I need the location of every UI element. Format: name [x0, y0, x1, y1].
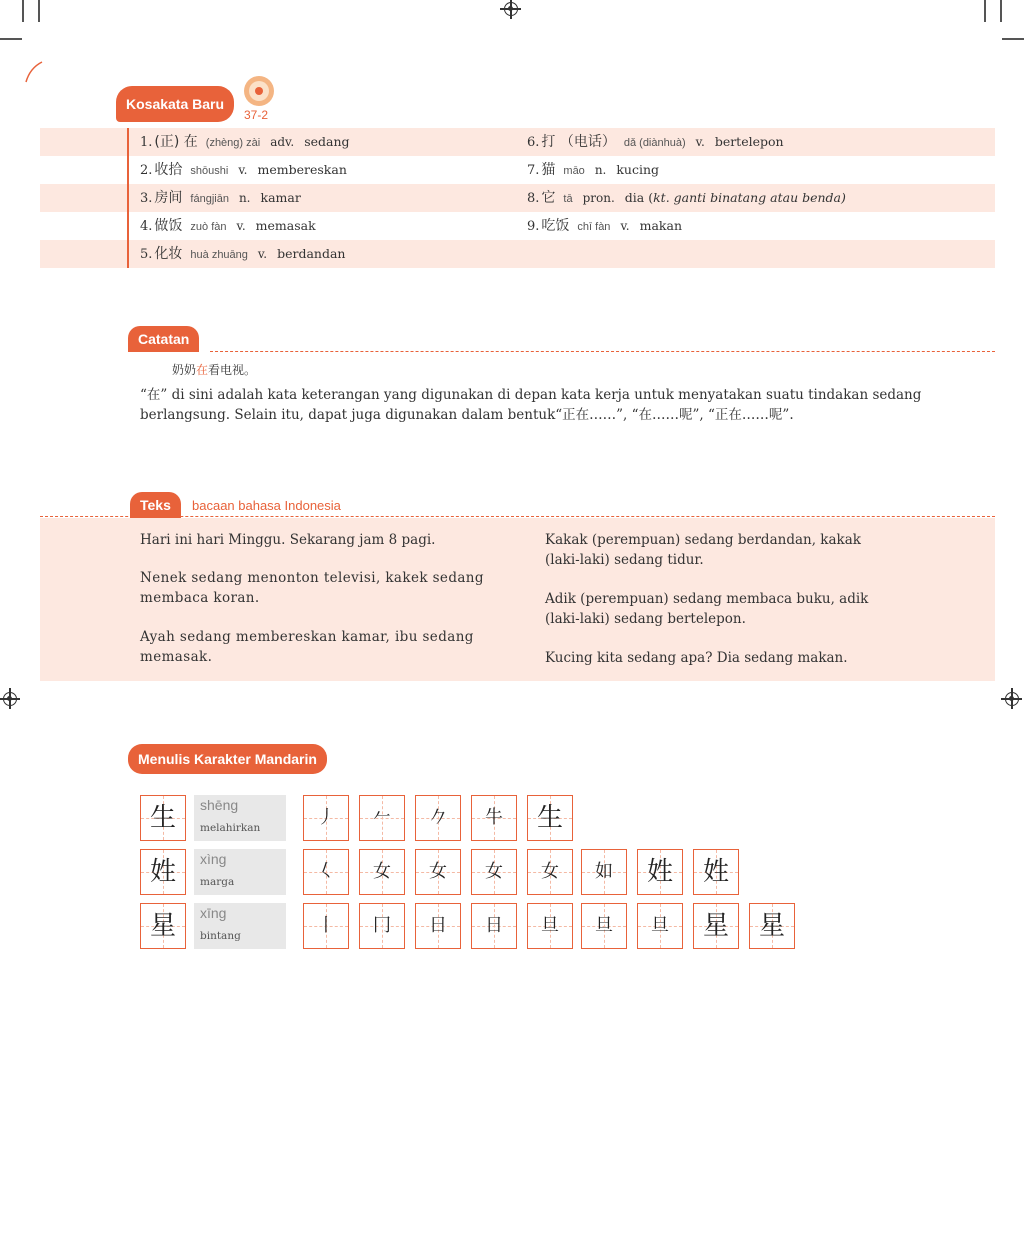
stroke-cell: 星 [749, 903, 795, 949]
audio-disc-icon [242, 74, 276, 108]
stroke-cell: 星 [693, 903, 739, 949]
stroke-cell: 如 [581, 849, 627, 895]
vocab-item: 1. (正) 在 (zhèng) zài adv. sedang [140, 134, 350, 150]
stroke-cell: 𠂉 [359, 795, 405, 841]
vocab-item: 3. 房间 fángjiān n. kamar [140, 190, 301, 206]
stroke-cell: 女 [359, 849, 405, 895]
vocab-item: 5. 化妆 huà zhuāng v. berdandan [140, 246, 346, 262]
teks-paragraph: Nenek sedang menonton televisi, kakek sedang membaca koran. [140, 570, 484, 606]
section-tab-kosakata: Kosakata Baru [116, 86, 234, 122]
stroke-cell: 旦 [637, 903, 683, 949]
section-tab-teks: Teks [130, 492, 181, 518]
crop-mark [0, 38, 22, 40]
section-tab-catatan: Catatan [128, 326, 199, 352]
catatan-example: 奶奶在看电视。 [172, 363, 257, 377]
stroke-cell: 生 [527, 795, 573, 841]
character-cell: 星 [140, 903, 186, 949]
stroke-cell: 旦 [527, 903, 573, 949]
vocab-item: 2. 收拾 shōushi v. membereskan [140, 162, 347, 178]
character-cell: 生 [140, 795, 186, 841]
stroke-cell: 𡿨 [303, 849, 349, 895]
corner-decoration [24, 60, 44, 84]
stroke-cell: 旦 [581, 903, 627, 949]
catatan-line-2: berlangsung. Selain itu, dapat juga digunakan dalam bentuk“正在……”, “在……呢”, “正在……呢”. [140, 407, 794, 423]
registration-mark-icon [504, 2, 518, 16]
teks-sublabel: bacaan bahasa Indonesia [192, 498, 341, 513]
crop-mark [1000, 0, 1002, 22]
section-tab-menulis: Menulis Karakter Mandarin [128, 744, 327, 774]
stroke-cell: 丨 [303, 903, 349, 949]
stroke-cell: 女 [471, 849, 517, 895]
vocab-item: 8. 它 tā pron. dia (kt. ganti binatang atau benda) [527, 190, 846, 206]
stroke-cell: 姓 [637, 849, 683, 895]
character-cell: 姓 [140, 849, 186, 895]
stroke-cell: 日 [415, 903, 461, 949]
registration-mark-icon [3, 692, 17, 706]
section-divider [210, 351, 995, 352]
vocab-item: 9. 吃饭 chī fàn v. makan [527, 218, 682, 234]
character-label: shēng melahirkan [194, 795, 286, 841]
stroke-cell: 冂 [359, 903, 405, 949]
crop-mark [984, 0, 986, 22]
crop-mark [38, 0, 40, 22]
crop-mark [1002, 38, 1024, 40]
teks-paragraph: Kucing kita sedang apa? Dia sedang makan. [545, 650, 848, 666]
teks-paragraph: Hari ini hari Minggu. Sekarang jam 8 pagi. [140, 532, 436, 548]
vocab-divider [127, 128, 129, 268]
stroke-cell: 丿 [303, 795, 349, 841]
stroke-cell: 𠂊 [415, 795, 461, 841]
stroke-cell: 女 [527, 849, 573, 895]
teks-paragraph: Kakak (perempuan) sedang berdandan, kakak (laki-laki) sedang tidur. [545, 532, 861, 568]
character-label: xìng marga [194, 849, 286, 895]
vocab-item: 6. 打 （电话） dǎ (diànhuà) v. bertelepon [527, 134, 784, 150]
teks-paragraph: Ayah sedang membereskan kamar, ibu sedang memasak. [140, 629, 474, 665]
vocab-item: 7. 猫 māo n. kucing [527, 162, 660, 178]
audio-code: 37-2 [244, 108, 269, 122]
section-divider [40, 516, 995, 517]
teks-paragraph: Adik (perempuan) sedang membaca buku, adik (laki-laki) sedang bertelepon. [545, 591, 869, 627]
stroke-cell: 牛 [471, 795, 517, 841]
stroke-cell: 女 [415, 849, 461, 895]
character-label: xīng bintang [194, 903, 286, 949]
catatan-line-1: “在” di sini adalah kata keterangan yang digunakan di depan kata kerja untuk menyatakan suatu tindakan sedang [140, 387, 922, 403]
crop-mark [22, 0, 24, 22]
registration-mark-icon [1005, 692, 1019, 706]
vocab-item: 4. 做饭 zuò fàn v. memasak [140, 218, 316, 234]
stroke-cell: 日 [471, 903, 517, 949]
stroke-cell: 姓 [693, 849, 739, 895]
